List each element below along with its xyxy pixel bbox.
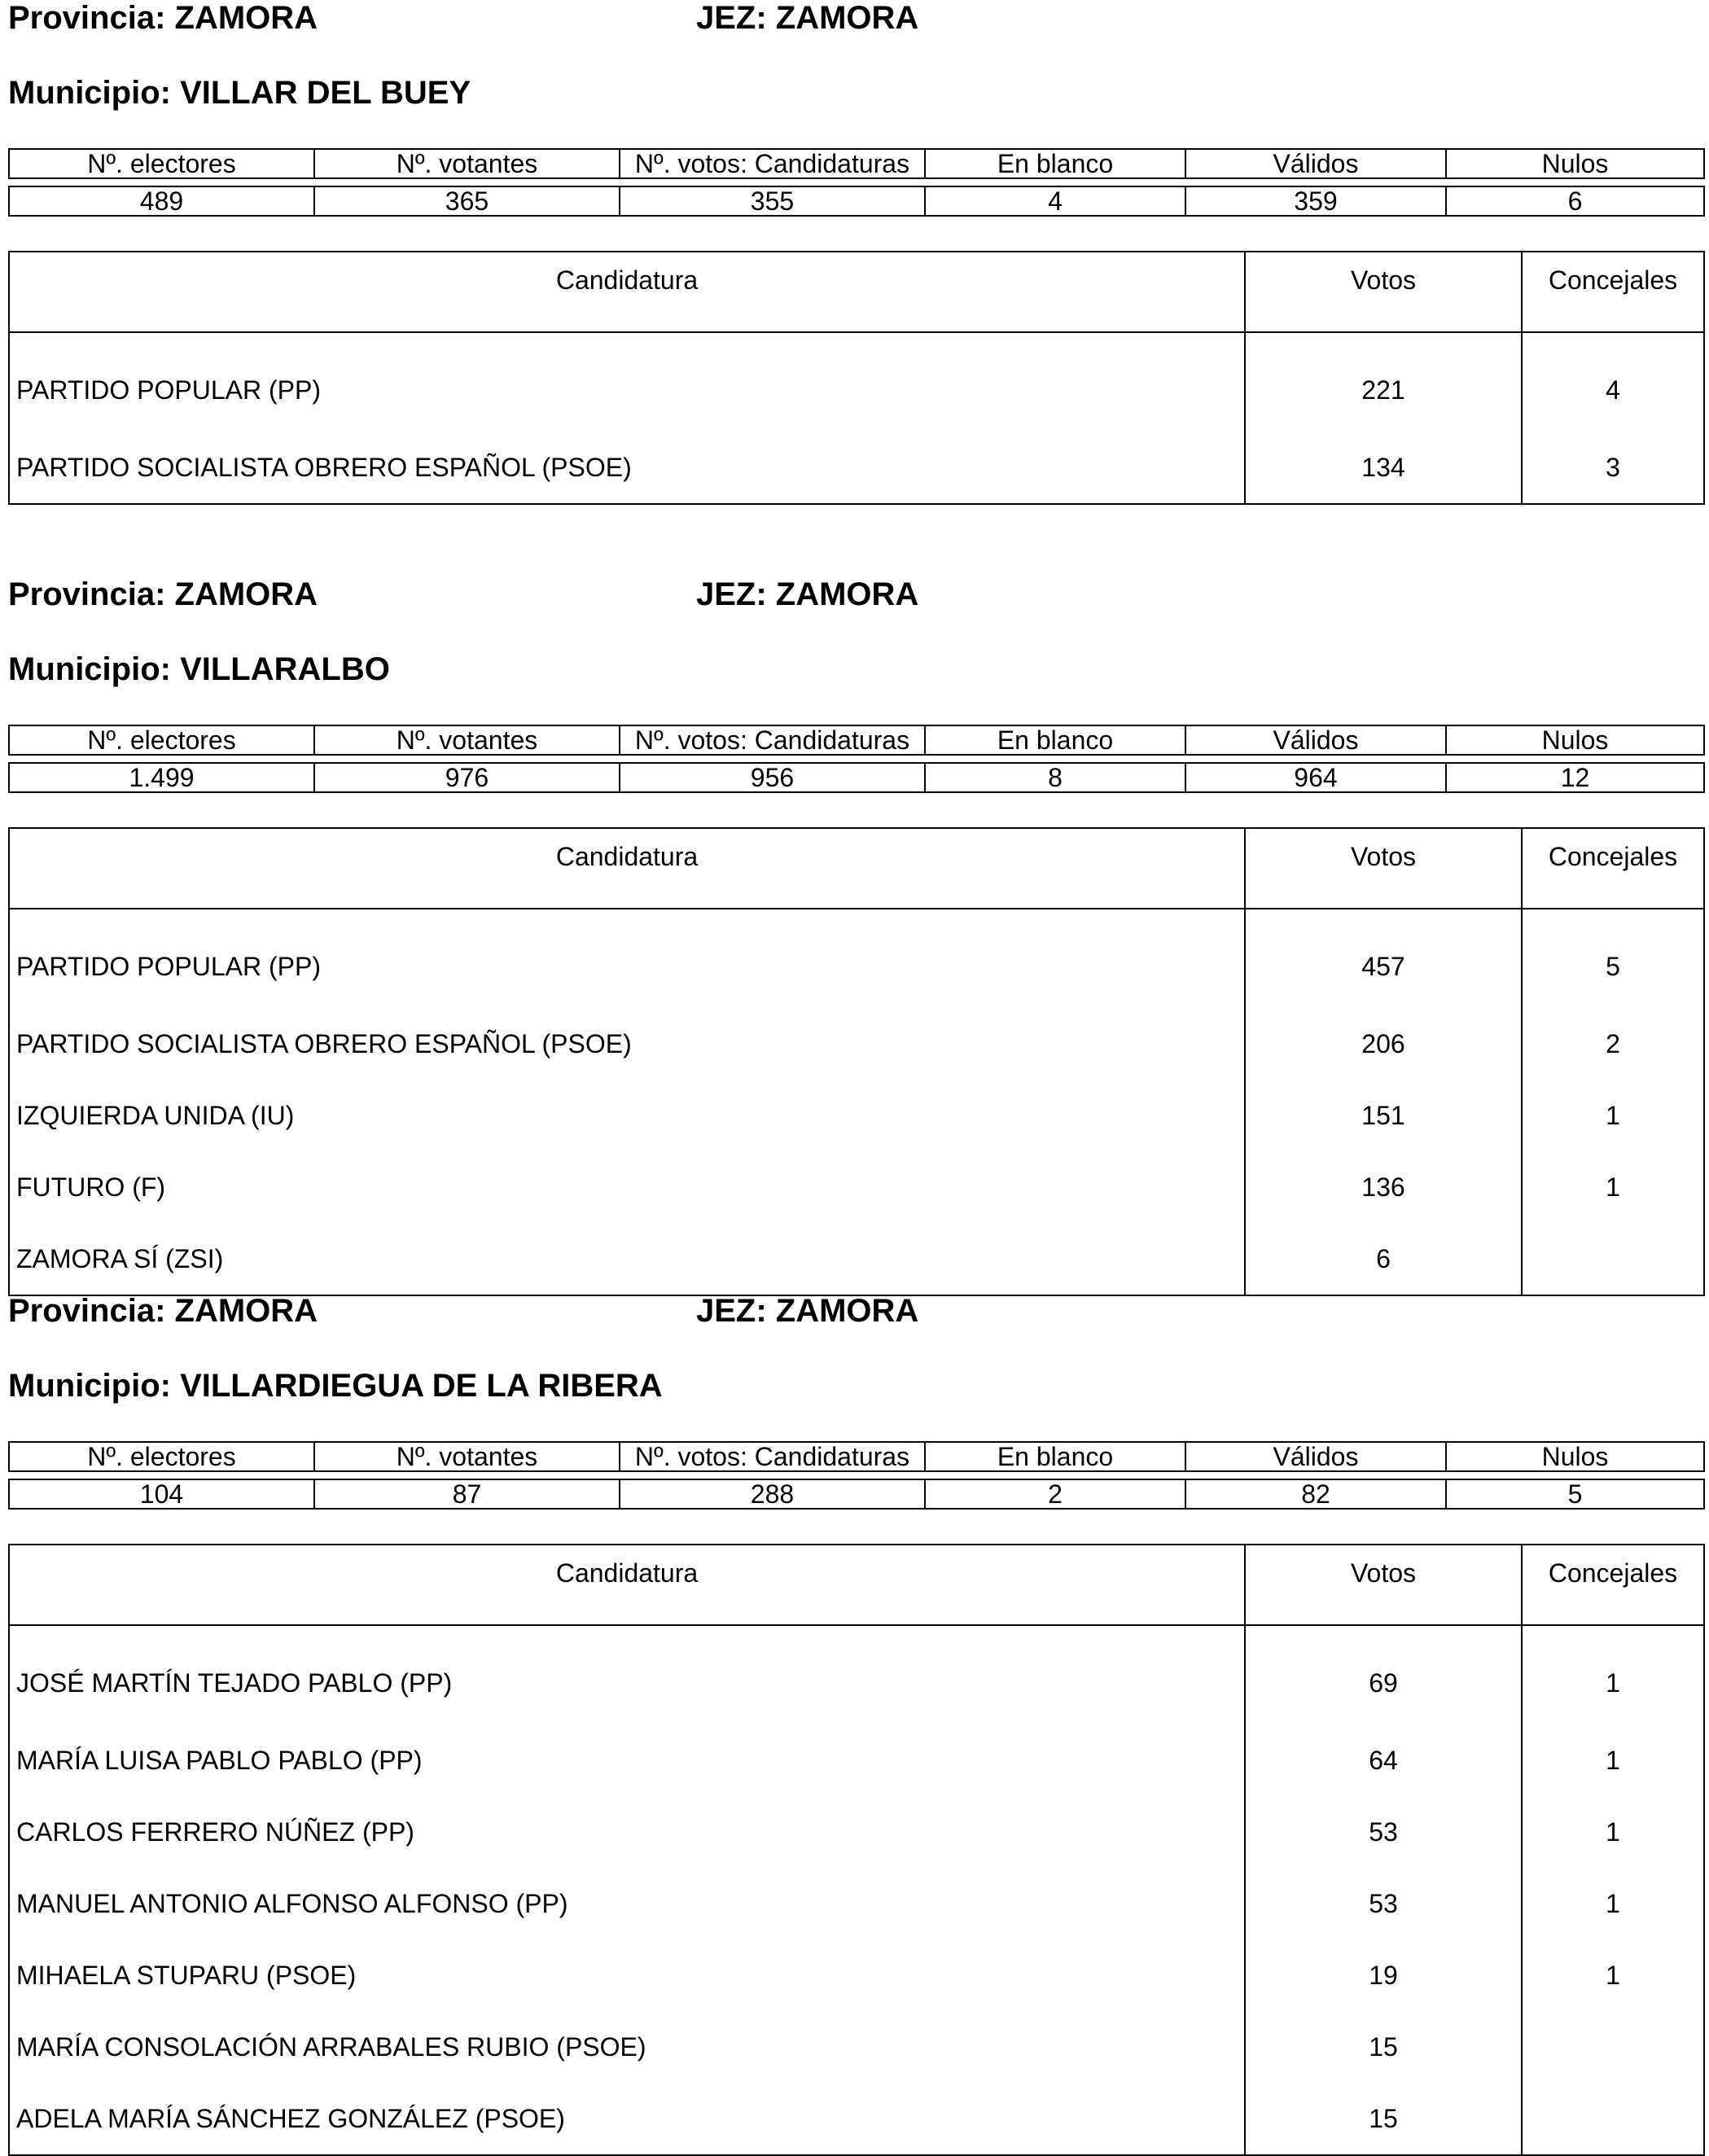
municipio-title: Municipio: VILLARDIEGUA DE LA RIBERA: [8, 1368, 663, 1404]
concejales-header: Concejales: [1522, 252, 1704, 332]
candidate-name: MARÍA CONSOLACIÓN ARRABALES RUBIO (PSOE): [9, 2011, 1245, 2083]
candidate-name: MIHAELA STUPARU (PSOE): [9, 1939, 1245, 2011]
candidate-concejales: 1: [1522, 1080, 1704, 1151]
candidate-concejales: 1: [1522, 1868, 1704, 1939]
summary-value-cell: 87: [314, 1479, 620, 1509]
concejales-header: Concejales: [1522, 1545, 1704, 1625]
candidate-votes: 206: [1245, 1008, 1522, 1080]
candidate-name: PARTIDO POPULAR (PP): [9, 332, 1245, 432]
municipio-section: [8, 1293, 1703, 2133]
jez-label: JEZ: ZAMORA: [696, 0, 919, 36]
results-header-row: [9, 1545, 1704, 1625]
candidate-votes: 53: [1245, 1868, 1522, 1939]
summary-header-cell: Nulos: [1446, 1442, 1704, 1471]
candidate-concejales: 4: [1522, 332, 1704, 432]
candidate-name: CARLOS FERRERO NÚÑEZ (PP): [9, 1796, 1245, 1868]
candidate-row: [9, 1151, 1704, 1223]
candidate-votes: 19: [1245, 1939, 1522, 2011]
provincia-label: Provincia: ZAMORA: [8, 576, 318, 612]
candidate-votes: 136: [1245, 1151, 1522, 1223]
results-header-row: [9, 252, 1704, 332]
candidate-votes: 53: [1245, 1796, 1522, 1868]
votos-header: Votos: [1245, 828, 1522, 909]
candidate-votes: 64: [1245, 1724, 1522, 1796]
summary-value-cell: 359: [1185, 186, 1446, 216]
jez-label: JEZ: ZAMORA: [696, 576, 919, 612]
candidate-name: MANUEL ANTONIO ALFONSO ALFONSO (PP): [9, 1868, 1245, 1939]
summary-value-cell: 12: [1446, 763, 1704, 792]
candidate-votes: 151: [1245, 1080, 1522, 1151]
candidate-concejales: 1: [1522, 1796, 1704, 1868]
summary-value-cell: 8: [925, 763, 1185, 792]
summary-value-cell: 489: [9, 186, 314, 216]
candidate-row: [9, 332, 1704, 432]
candidate-concejales: 2: [1522, 1008, 1704, 1080]
candidate-row: [9, 2011, 1704, 2083]
candidate-concejales: 1: [1522, 1939, 1704, 2011]
summary-value-cell: 355: [620, 186, 925, 216]
candidatura-header: Candidatura: [9, 1545, 1245, 1625]
summary-value-cell: 4: [925, 186, 1185, 216]
candidate-row: [9, 1223, 1704, 1295]
summary-value-cell: 288: [620, 1479, 925, 1509]
candidate-concejales: 3: [1522, 432, 1704, 504]
summary-header-cell: En blanco: [925, 149, 1185, 178]
candidate-row: [9, 1724, 1704, 1796]
summary-value-cell: 5: [1446, 1479, 1704, 1509]
candidate-concejales: 1: [1522, 1724, 1704, 1796]
results-table: [8, 827, 1705, 1296]
candidate-votes: 69: [1245, 1625, 1522, 1724]
summary-table: [8, 1441, 1705, 1510]
summary-value-cell: 2: [925, 1479, 1185, 1509]
candidate-votes: 15: [1245, 2011, 1522, 2083]
candidate-row: [9, 1796, 1704, 1868]
summary-header-cell: Nº. votos: Candidaturas: [620, 1442, 925, 1471]
summary-value-row: [9, 763, 1704, 792]
summary-header-cell: Nº. votos: Candidaturas: [620, 725, 925, 755]
candidate-name: JOSÉ MARTÍN TEJADO PABLO (PP): [9, 1625, 1245, 1724]
municipio-title: Municipio: VILLAR DEL BUEY: [8, 75, 471, 111]
summary-value-cell: 82: [1185, 1479, 1446, 1509]
summary-header-cell: Nº. votantes: [314, 725, 620, 755]
candidate-name: PARTIDO POPULAR (PP): [9, 909, 1245, 1008]
candidate-name: FUTURO (F): [9, 1151, 1245, 1223]
candidate-votes: 221: [1245, 332, 1522, 432]
candidate-name: IZQUIERDA UNIDA (IU): [9, 1080, 1245, 1151]
provincia-label: Provincia: ZAMORA: [8, 0, 318, 36]
candidate-concejales: 1: [1522, 1151, 1704, 1223]
section-header: [8, 1293, 1703, 1342]
results-header-row: [9, 828, 1704, 909]
candidate-votes: 6: [1245, 1223, 1522, 1295]
summary-value-cell: 976: [314, 763, 620, 792]
summary-table: [8, 148, 1705, 217]
summary-header-cell: En blanco: [925, 725, 1185, 755]
candidatura-header: Candidatura: [9, 828, 1245, 909]
summary-header-row: [9, 1442, 1704, 1471]
summary-header-cell: En blanco: [925, 1442, 1185, 1471]
candidate-votes: 457: [1245, 909, 1522, 1008]
candidate-concejales: 1: [1522, 1625, 1704, 1724]
candidate-concejales: [1522, 2083, 1704, 2155]
summary-header-cell: Nulos: [1446, 149, 1704, 178]
summary-header-cell: Nulos: [1446, 725, 1704, 755]
summary-value-cell: 956: [620, 763, 925, 792]
section-header: [8, 576, 1703, 625]
summary-header-cell: Válidos: [1185, 149, 1446, 178]
candidate-name: PARTIDO SOCIALISTA OBRERO ESPAÑOL (PSOE): [9, 432, 1245, 504]
candidate-row: [9, 1625, 1704, 1724]
summary-value-cell: 964: [1185, 763, 1446, 792]
municipio-title: Municipio: VILLARALBO: [8, 651, 390, 687]
summary-header-cell: Nº. votantes: [314, 1442, 620, 1471]
summary-header-cell: Nº. electores: [9, 725, 314, 755]
results-table: [8, 251, 1705, 505]
concejales-header: Concejales: [1522, 828, 1704, 909]
candidate-concejales: [1522, 1223, 1704, 1295]
candidate-name: MARÍA LUISA PABLO PABLO (PP): [9, 1724, 1245, 1796]
summary-table: [8, 725, 1705, 793]
results-table: [8, 1544, 1705, 2156]
candidate-name: ADELA MARÍA SÁNCHEZ GONZÁLEZ (PSOE): [9, 2083, 1245, 2155]
candidate-name: ZAMORA SÍ (ZSI): [9, 1223, 1245, 1295]
candidate-votes: 134: [1245, 432, 1522, 504]
summary-header-cell: Nº. electores: [9, 1442, 314, 1471]
summary-value-row: [9, 1479, 1704, 1509]
summary-header-cell: Válidos: [1185, 1442, 1446, 1471]
municipio-section: [8, 0, 1703, 482]
candidate-name: PARTIDO SOCIALISTA OBRERO ESPAÑOL (PSOE): [9, 1008, 1245, 1080]
candidate-row: [9, 1008, 1704, 1080]
votos-header: Votos: [1245, 1545, 1522, 1625]
summary-header-cell: Nº. votantes: [314, 149, 620, 178]
candidate-row: [9, 1939, 1704, 2011]
candidate-row: [9, 432, 1704, 504]
provincia-label: Provincia: ZAMORA: [8, 1293, 318, 1329]
summary-header-cell: Nº. electores: [9, 149, 314, 178]
candidate-row: [9, 1080, 1704, 1151]
candidate-votes: 15: [1245, 2083, 1522, 2155]
summary-value-row: [9, 186, 1704, 216]
candidate-concejales: [1522, 2011, 1704, 2083]
candidate-row: [9, 1868, 1704, 1939]
summary-value-cell: 365: [314, 186, 620, 216]
candidate-row: [9, 2083, 1704, 2155]
municipio-section: [8, 576, 1703, 1273]
candidate-concejales: 5: [1522, 909, 1704, 1008]
summary-header-cell: Válidos: [1185, 725, 1446, 755]
section-header: [8, 0, 1703, 49]
votos-header: Votos: [1245, 252, 1522, 332]
summary-value-cell: 6: [1446, 186, 1704, 216]
summary-header-cell: Nº. votos: Candidaturas: [620, 149, 925, 178]
summary-header-row: [9, 149, 1704, 178]
summary-value-cell: 1.499: [9, 763, 314, 792]
summary-header-row: [9, 725, 1704, 755]
candidatura-header: Candidatura: [9, 252, 1245, 332]
summary-value-cell: 104: [9, 1479, 314, 1509]
candidate-row: [9, 909, 1704, 1008]
jez-label: JEZ: ZAMORA: [696, 1293, 919, 1329]
